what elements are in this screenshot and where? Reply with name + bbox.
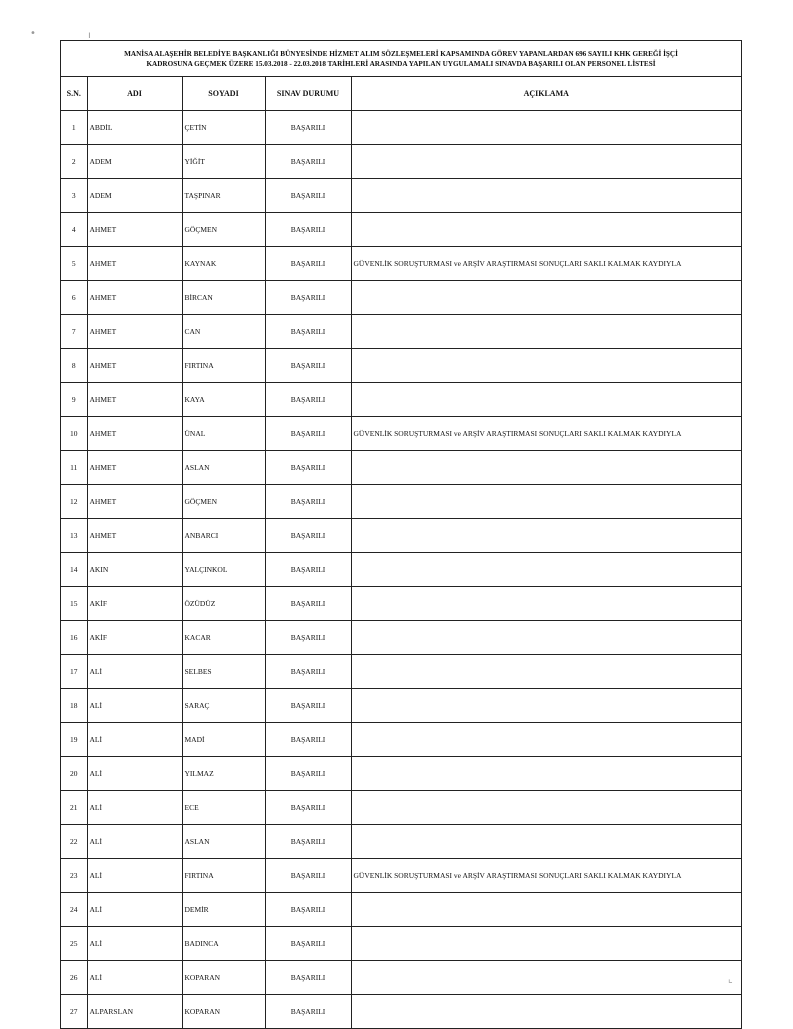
row-soyadi: ECE	[182, 791, 265, 825]
table-row	[61, 417, 741, 451]
row-soyadi: KAYNAK	[182, 247, 265, 281]
row-adi: ALİ	[87, 791, 182, 825]
table-row	[61, 689, 741, 723]
row-aciklama	[351, 485, 741, 519]
row-aciklama: GÜVENLİK SORUŞTURMASI ve ARŞİV ARAŞTIRMASI SONUÇLARI SAKLI KALMAK KAYDIYLA	[351, 417, 741, 451]
row-soyadi: MADİ	[182, 723, 265, 757]
table-row	[61, 451, 741, 485]
table-row	[61, 825, 741, 859]
table-row	[61, 621, 741, 655]
row-adi: ALİ	[87, 655, 182, 689]
table-row	[61, 111, 741, 145]
row-soyadi: ÖZÜDÜZ	[182, 587, 265, 621]
table-row	[61, 247, 741, 281]
scan-corner-mark: ⌞	[728, 974, 733, 985]
row-soyadi: KOPARAN	[182, 961, 265, 995]
row-sn: 18	[61, 689, 87, 723]
row-sinav-durumu: BAŞARILI	[265, 655, 351, 689]
row-aciklama	[351, 825, 741, 859]
header-sn: S.N.	[61, 77, 87, 111]
row-soyadi: YILMAZ	[182, 757, 265, 791]
row-aciklama	[351, 961, 741, 995]
row-aciklama	[351, 451, 741, 485]
table-row	[61, 791, 741, 825]
row-adi: ADEM	[87, 145, 182, 179]
row-aciklama	[351, 145, 741, 179]
row-aciklama	[351, 349, 741, 383]
row-adi: AKIN	[87, 553, 182, 587]
header-soyadi: SOYADI	[182, 77, 265, 111]
row-aciklama	[351, 689, 741, 723]
table-row	[61, 179, 741, 213]
table-row	[61, 519, 741, 553]
table-row	[61, 893, 741, 927]
row-sinav-durumu: BAŞARILI	[265, 315, 351, 349]
row-soyadi: ASLAN	[182, 451, 265, 485]
row-adi: AKİF	[87, 587, 182, 621]
row-adi: AHMET	[87, 417, 182, 451]
row-sn: 24	[61, 893, 87, 927]
row-adi: ALİ	[87, 757, 182, 791]
row-adi: AHMET	[87, 247, 182, 281]
row-adi: ALİ	[87, 927, 182, 961]
row-sn: 15	[61, 587, 87, 621]
row-soyadi: TAŞPINAR	[182, 179, 265, 213]
row-adi: ABDİL	[87, 111, 182, 145]
row-sn: 4	[61, 213, 87, 247]
table-row	[61, 995, 741, 1029]
row-sn: 1	[61, 111, 87, 145]
row-sinav-durumu: BAŞARILI	[265, 519, 351, 553]
header-aciklama: AÇIKLAMA	[351, 77, 741, 111]
table-row	[61, 383, 741, 417]
row-aciklama	[351, 179, 741, 213]
row-soyadi: BİRCAN	[182, 281, 265, 315]
row-aciklama	[351, 791, 741, 825]
row-aciklama	[351, 655, 741, 689]
table-row	[61, 315, 741, 349]
table-row	[61, 553, 741, 587]
row-aciklama	[351, 315, 741, 349]
row-adi: AHMET	[87, 281, 182, 315]
row-sinav-durumu: BAŞARILI	[265, 145, 351, 179]
row-sinav-durumu: BAŞARILI	[265, 621, 351, 655]
row-aciklama	[351, 519, 741, 553]
row-aciklama	[351, 383, 741, 417]
row-sn: 19	[61, 723, 87, 757]
row-soyadi: KOPARAN	[182, 995, 265, 1029]
table-row	[61, 281, 741, 315]
row-adi: AHMET	[87, 349, 182, 383]
table-row	[61, 485, 741, 519]
table-row	[61, 859, 741, 893]
row-adi: AHMET	[87, 451, 182, 485]
row-adi: ALİ	[87, 893, 182, 927]
row-soyadi: YİĞİT	[182, 145, 265, 179]
row-aciklama	[351, 587, 741, 621]
row-sinav-durumu: BAŞARILI	[265, 723, 351, 757]
row-sinav-durumu: BAŞARILI	[265, 281, 351, 315]
row-sn: 3	[61, 179, 87, 213]
row-aciklama	[351, 553, 741, 587]
row-sinav-durumu: BAŞARILI	[265, 553, 351, 587]
row-sinav-durumu: BAŞARILI	[265, 757, 351, 791]
row-soyadi: FIRTINA	[182, 859, 265, 893]
row-soyadi: KACAR	[182, 621, 265, 655]
row-sinav-durumu: BAŞARILI	[265, 349, 351, 383]
row-sn: 23	[61, 859, 87, 893]
row-soyadi: ANBARCI	[182, 519, 265, 553]
document-title	[61, 41, 741, 77]
row-sinav-durumu: BAŞARILI	[265, 893, 351, 927]
row-aciklama	[351, 213, 741, 247]
row-adi: ALİ	[87, 859, 182, 893]
row-sn: 8	[61, 349, 87, 383]
row-sn: 17	[61, 655, 87, 689]
row-aciklama	[351, 893, 741, 927]
row-sn: 12	[61, 485, 87, 519]
row-sn: 16	[61, 621, 87, 655]
row-adi: AHMET	[87, 383, 182, 417]
row-soyadi: KAYA	[182, 383, 265, 417]
row-soyadi: YALÇINKOL	[182, 553, 265, 587]
row-adi: ALİ	[87, 689, 182, 723]
row-aciklama	[351, 927, 741, 961]
row-soyadi: ASLAN	[182, 825, 265, 859]
row-soyadi: DEMİR	[182, 893, 265, 927]
row-sinav-durumu: BAŞARILI	[265, 485, 351, 519]
row-sn: 5	[61, 247, 87, 281]
row-sn: 20	[61, 757, 87, 791]
row-sn: 7	[61, 315, 87, 349]
row-aciklama	[351, 995, 741, 1029]
row-sn: 10	[61, 417, 87, 451]
row-aciklama	[351, 111, 741, 145]
row-aciklama: GÜVENLİK SORUŞTURMASI ve ARŞİV ARAŞTIRMASI SONUÇLARI SAKLI KALMAK KAYDIYLA	[351, 247, 741, 281]
row-sn: 2	[61, 145, 87, 179]
row-sn: 11	[61, 451, 87, 485]
row-adi: AKİF	[87, 621, 182, 655]
row-soyadi: SELBES	[182, 655, 265, 689]
document-sheet	[60, 40, 742, 1029]
table-header-row	[61, 77, 741, 111]
row-adi: ADEM	[87, 179, 182, 213]
row-soyadi: FIRTINA	[182, 349, 265, 383]
row-adi: AHMET	[87, 213, 182, 247]
row-sn: 9	[61, 383, 87, 417]
row-sinav-durumu: BAŞARILI	[265, 179, 351, 213]
row-soyadi: CAN	[182, 315, 265, 349]
scan-dot-mark: •	[30, 28, 36, 39]
table-body	[61, 111, 741, 1029]
row-sn: 25	[61, 927, 87, 961]
row-sn: 27	[61, 995, 87, 1029]
row-aciklama	[351, 621, 741, 655]
row-sn: 6	[61, 281, 87, 315]
row-adi: AHMET	[87, 485, 182, 519]
row-sinav-durumu: BAŞARILI	[265, 859, 351, 893]
row-adi: ALİ	[87, 961, 182, 995]
title-line-2: KADROSUNA GEÇMEK ÜZERE 15.03.2018 - 22.03.2018 TARİHLERİ ARASINDA YAPILAN UYGULAMALI SINAVDA BAŞARILI OLAN PERSONEL LİSTESİ	[146, 59, 656, 68]
table-row	[61, 145, 741, 179]
row-sn: 13	[61, 519, 87, 553]
table-row	[61, 723, 741, 757]
row-sinav-durumu: BAŞARILI	[265, 111, 351, 145]
row-sinav-durumu: BAŞARILI	[265, 825, 351, 859]
row-sinav-durumu: BAŞARILI	[265, 689, 351, 723]
row-adi: AHMET	[87, 315, 182, 349]
row-sinav-durumu: BAŞARILI	[265, 791, 351, 825]
row-sn: 21	[61, 791, 87, 825]
row-sn: 22	[61, 825, 87, 859]
scan-tick-mark: ı	[88, 30, 91, 41]
row-soyadi: BADINCA	[182, 927, 265, 961]
row-adi: ALPARSLAN	[87, 995, 182, 1029]
row-adi: ALİ	[87, 825, 182, 859]
row-soyadi: ÇETİN	[182, 111, 265, 145]
row-sinav-durumu: BAŞARILI	[265, 995, 351, 1029]
row-soyadi: ÜNAL	[182, 417, 265, 451]
row-sinav-durumu: BAŞARILI	[265, 587, 351, 621]
row-sinav-durumu: BAŞARILI	[265, 383, 351, 417]
row-aciklama: GÜVENLİK SORUŞTURMASI ve ARŞİV ARAŞTIRMASI SONUÇLARI SAKLI KALMAK KAYDIYLA	[351, 859, 741, 893]
row-aciklama	[351, 757, 741, 791]
row-sn: 14	[61, 553, 87, 587]
row-aciklama	[351, 281, 741, 315]
row-sinav-durumu: BAŞARILI	[265, 961, 351, 995]
row-sinav-durumu: BAŞARILI	[265, 927, 351, 961]
table-row	[61, 587, 741, 621]
row-adi: ALİ	[87, 723, 182, 757]
header-adi: ADI	[87, 77, 182, 111]
row-sn: 26	[61, 961, 87, 995]
table-row	[61, 757, 741, 791]
row-sinav-durumu: BAŞARILI	[265, 451, 351, 485]
row-sinav-durumu: BAŞARILI	[265, 213, 351, 247]
header-sinav-durumu: SINAV DURUMU	[265, 77, 351, 111]
table-row	[61, 961, 741, 995]
row-aciklama	[351, 723, 741, 757]
row-sinav-durumu: BAŞARILI	[265, 247, 351, 281]
table-row	[61, 213, 741, 247]
table-row	[61, 349, 741, 383]
row-sinav-durumu: BAŞARILI	[265, 417, 351, 451]
row-soyadi: GÖÇMEN	[182, 485, 265, 519]
row-soyadi: SARAÇ	[182, 689, 265, 723]
table-row	[61, 655, 741, 689]
row-adi: AHMET	[87, 519, 182, 553]
title-line-1: MANİSA ALAŞEHİR BELEDİYE BAŞKANLIĞI BÜNYESİNDE HİZMET ALIM SÖZLEŞMELERİ KAPSAMINDA GÖREV YAPANLARDAN 696 SAYILI KHK GEREĞİ İŞÇİ	[124, 49, 678, 58]
row-soyadi: GÖÇMEN	[182, 213, 265, 247]
personnel-table	[61, 77, 741, 1029]
table-row	[61, 927, 741, 961]
